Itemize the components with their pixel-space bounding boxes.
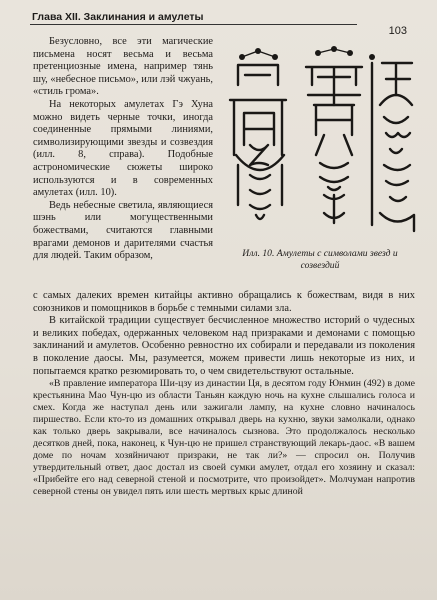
quoted-story: «В правление императора Ши-цзу из династии Ця, в десятом году Юнмин (492) в доме крестьянина Мао Чун-цю из области Таньян каждую ночь на кухне слышались голоса и смех. Когда же наступал день или зажигали лампу, на кухне словно начиналось пиршество. Если кто-то из домашних открывал дверь на кухню, звуки замолкали, однако как только дверь закрывали, все начиналось сызнова. Это продолжалось несколько десятков дней, пока, наконец, к Чун-цю не пришел странствующий лекарь-даос. «В вашем доме по ночам хозяйничают призраки, не так ли?» — спросил он. Получив утвердительный ответ, даос достал из своей сумки амулет, отдал его хозяину и сказал: «Прибейте его над северной стеной и посмотрите, что произойдет». Молчуман напротив северной стены он увидел пять или шесть мертвых крыс длиной xyxy=(33,378,415,498)
page-number: 103 xyxy=(388,25,407,37)
amulet-middle xyxy=(306,46,362,223)
paragraph: с самых далеких времен китайцы активно обращались к божествам, видя в них союзников и помощников в борьбе с темными силами зла. xyxy=(33,290,415,314)
paragraph: На некоторых амулетах Гэ Хуна можно видеть черные точки, иногда соединенные прямыми линиями, символизирующими звезды и созвездия (илл. 8, справа). Подобные астрономические сюжеты широко используются и в современных амулетах (илл. 10). xyxy=(33,98,213,199)
paragraph: Безусловно, все эти магические письмена носят весьма и весьма претенциозные имена, например тянь шу, «небесное письмо», или лэй чжуань, «стиль грома». xyxy=(33,36,213,98)
paragraph: В китайской традиции существует бесчисленное множество историй о чудесных и великих победах, одержанных человеком над призраками и демонами с помощью заклинаний и амулетов. Особенно ревностно их собирали и передавали из поколения в поколение даосы. Мы, разумеется, можем привести лишь некоторые из них, и попытаемся кратко резюмировать то, о чем свидетельствуют остальные. xyxy=(33,315,415,377)
left-text-column xyxy=(33,36,213,263)
paragraph: Ведь небесные светила, являющиеся шэнь или могущественными божествами, считаются главными врагами демонов и дарителями счастья для людей. Таким образом, xyxy=(33,199,213,262)
chapter-title: Глава XII. Заклинания и амулеты xyxy=(32,11,204,23)
amulet-right xyxy=(369,54,414,231)
figure-caption: Илл. 10. Амулеты с символами звезд и созвездий xyxy=(242,248,398,271)
amulet-left xyxy=(230,48,286,219)
full-width-text xyxy=(33,290,415,498)
header-rule xyxy=(30,24,357,25)
